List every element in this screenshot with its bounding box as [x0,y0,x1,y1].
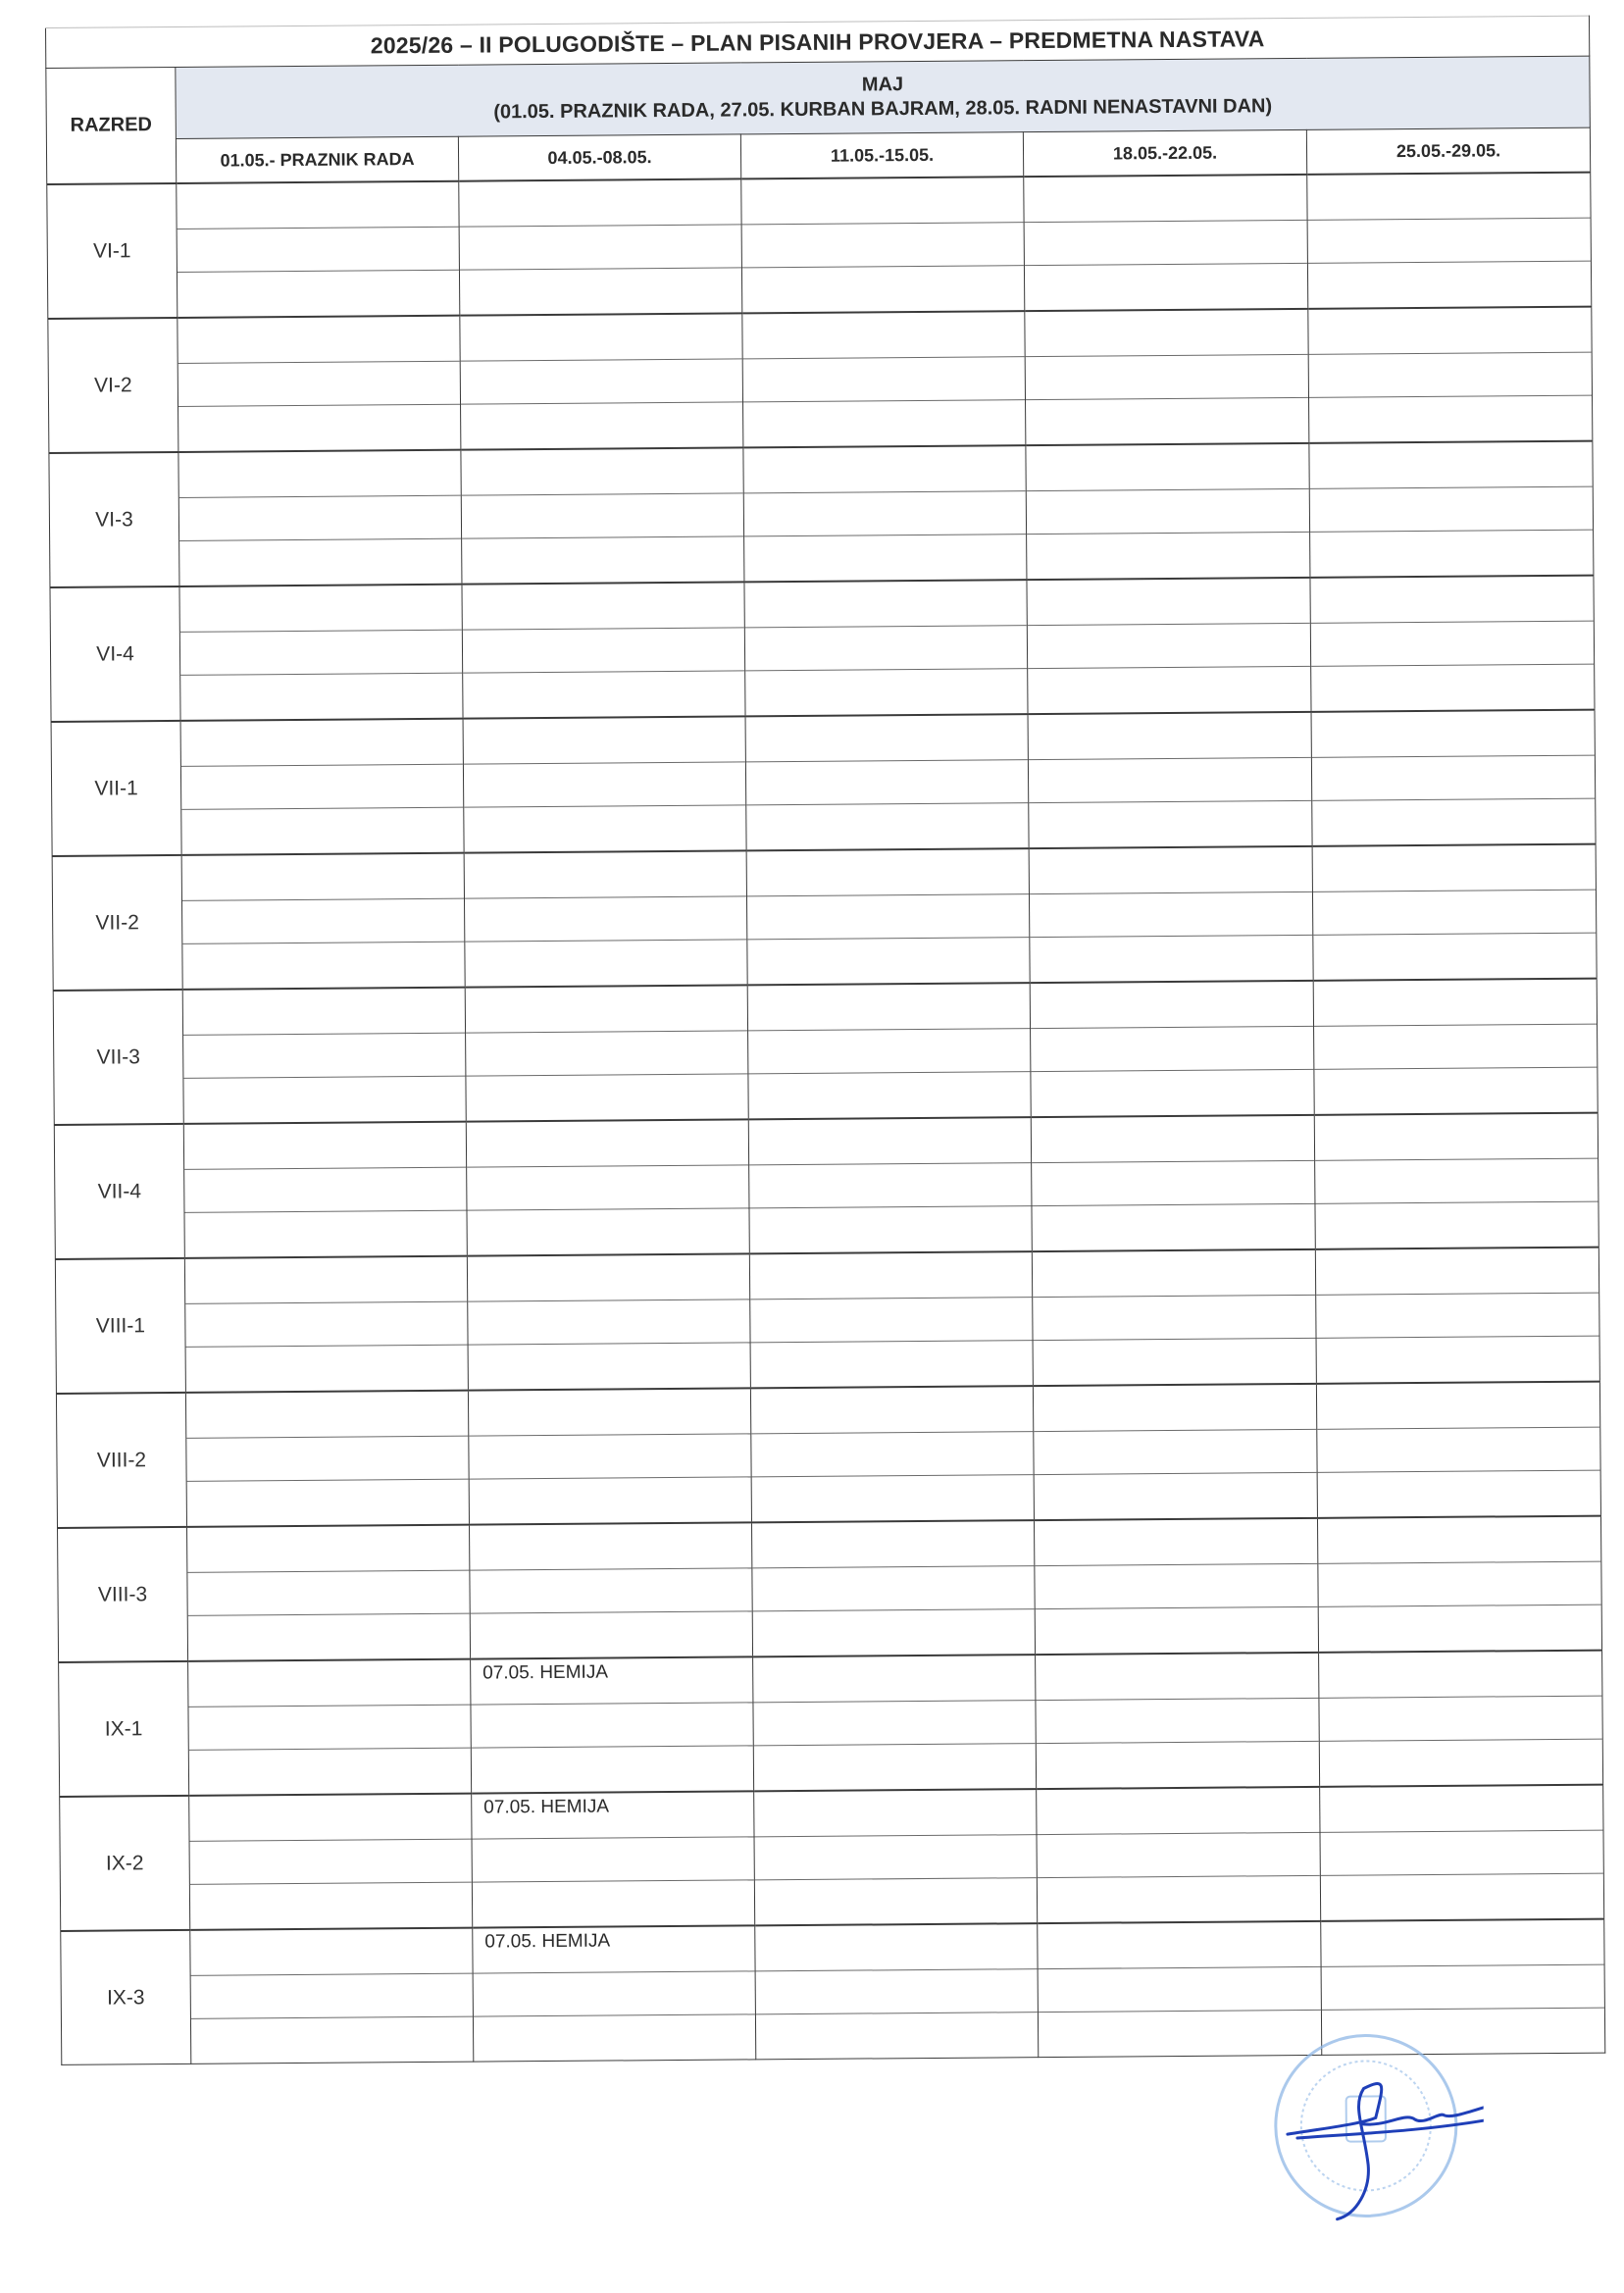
schedule-cell[interactable] [1307,173,1592,309]
schedule-cell[interactable] [471,1656,754,1793]
table-row [49,441,1594,587]
schedule-cell[interactable] [748,1117,1032,1253]
week-header-2: 04.05.-08.05. [458,134,740,181]
class-label: VIII-2 [56,1393,186,1528]
schedule-cell[interactable] [1308,307,1593,443]
schedule-cell[interactable] [741,177,1025,313]
schedule-cell[interactable] [1313,979,1598,1115]
schedule-cell[interactable] [467,1253,750,1390]
exam-plan-table [45,16,1605,2065]
week-header-5: 25.05.-29.05. [1306,127,1590,175]
schedule-cell[interactable] [468,1388,751,1524]
month-note: (01.05. PRAZNIK RADA, 27.05. KURBAN BAJRAM, 28.05. RADNI NENASTAVNI DAN) [493,95,1273,124]
schedule-cell[interactable] [1031,1115,1315,1251]
table-row [47,173,1592,319]
class-label: VI-3 [49,452,179,587]
table-row [58,1516,1602,1662]
schedule-cell[interactable] [1033,1384,1317,1520]
schedule-cell[interactable] [750,1386,1034,1522]
razred-header: RAZRED [46,67,177,184]
schedule-cell[interactable] [464,850,747,987]
class-label: VIII-3 [58,1527,188,1662]
month-name: MAJ [861,74,904,96]
class-label: VI-4 [50,586,180,722]
schedule-cell[interactable] [755,1923,1039,2060]
schedule-cell[interactable] [459,178,742,315]
class-label: VII-3 [53,990,183,1125]
schedule-cell[interactable] [1025,309,1309,445]
schedule-document [45,16,1605,2099]
schedule-cell[interactable] [1311,710,1596,846]
schedule-cell[interactable] [462,582,745,718]
schedule-cell[interactable] [1312,844,1597,981]
schedule-cell[interactable] [1027,578,1311,714]
schedule-cell[interactable] [461,447,744,584]
schedule-cell[interactable] [177,181,460,318]
schedule-cell[interactable] [463,716,746,852]
month-header [176,56,1591,138]
table-row [48,307,1593,453]
class-label: VI-2 [48,318,178,453]
class-label: VI-1 [47,183,178,319]
schedule-cell[interactable] [1024,175,1308,311]
table-row [60,1785,1604,1931]
schedule-cell[interactable] [1030,981,1314,1117]
class-label: VII-4 [54,1124,184,1259]
schedule-cell[interactable] [744,580,1028,716]
schedule-cell[interactable] [178,316,461,452]
schedule-cell[interactable] [746,848,1030,985]
exam-entry: 07.05. HEMIJA [482,1661,609,1684]
class-label: VII-1 [51,721,181,856]
week-header-4: 18.05.-22.05. [1023,129,1306,177]
schedule-cell[interactable] [472,1791,755,1927]
schedule-cell[interactable] [1036,1653,1320,1789]
schedule-cell[interactable] [190,1928,474,2064]
schedule-cell[interactable] [1320,1785,1604,1921]
table-row [56,1382,1600,1528]
class-label: VII-2 [52,855,182,991]
exam-entry: 07.05. HEMIJA [484,1930,611,1953]
class-label: IX-3 [61,1930,191,2065]
schedule-cell[interactable] [466,1119,749,1255]
schedule-cell[interactable] [178,450,462,586]
schedule-cell[interactable] [1029,846,1313,983]
schedule-cell[interactable] [465,985,748,1121]
schedule-cell[interactable] [754,1789,1038,1925]
class-label: IX-1 [59,1661,189,1797]
schedule-cell[interactable] [1319,1651,1603,1787]
page-title: 2025/26 – II POLUGODIŠTE – PLAN PISANIH PROVJERA – PREDMETNA NASTAVA [46,16,1590,68]
schedule-cell[interactable] [1309,441,1594,578]
table-row [54,1113,1599,1259]
school-stamp-and-signature [1267,2017,1485,2245]
schedule-cell[interactable] [1028,712,1312,848]
schedule-cell[interactable] [1315,1248,1599,1384]
table-row [52,844,1597,991]
schedule-cell[interactable] [470,1522,753,1658]
schedule-cell[interactable] [189,1794,473,1930]
schedule-cell[interactable] [185,1391,469,1527]
exam-entry: 07.05. HEMIJA [483,1796,610,1818]
table-row [59,1651,1603,1797]
schedule-cell[interactable] [1034,1518,1318,1655]
schedule-cell[interactable] [1316,1382,1600,1518]
schedule-cell[interactable] [751,1520,1035,1656]
schedule-cell[interactable] [179,585,463,721]
class-label: IX-2 [60,1796,190,1931]
schedule-cell[interactable] [747,983,1031,1119]
table-row [53,979,1598,1125]
schedule-cell[interactable] [742,311,1026,447]
schedule-cell[interactable] [1037,1787,1321,1923]
schedule-cell[interactable] [187,1525,471,1661]
schedule-cell[interactable] [743,445,1027,582]
schedule-cell[interactable] [181,853,465,990]
week-header-3: 11.05.-15.05. [740,132,1023,179]
schedule-cell[interactable] [749,1251,1033,1388]
week-header-1: 01.05.- PRAZNIK RADA [176,136,458,183]
schedule-cell[interactable] [1026,443,1310,580]
schedule-cell[interactable] [1314,1113,1599,1249]
schedule-cell[interactable] [460,313,743,449]
schedule-cell[interactable] [1310,576,1595,712]
schedule-cell[interactable] [180,719,464,855]
schedule-cell[interactable] [182,988,466,1124]
schedule-cell[interactable] [473,1925,756,2062]
table-row [51,710,1596,856]
schedule-cell[interactable] [188,1659,472,1796]
class-label: VIII-1 [55,1258,185,1394]
schedule-cell[interactable] [184,1256,468,1393]
schedule-cell[interactable] [753,1655,1037,1791]
schedule-cell[interactable] [1317,1516,1601,1653]
table-row [55,1248,1599,1394]
schedule-cell[interactable] [1032,1249,1316,1386]
schedule-cell[interactable] [183,1122,467,1258]
table-row [50,576,1595,722]
schedule-cell[interactable] [745,714,1029,850]
